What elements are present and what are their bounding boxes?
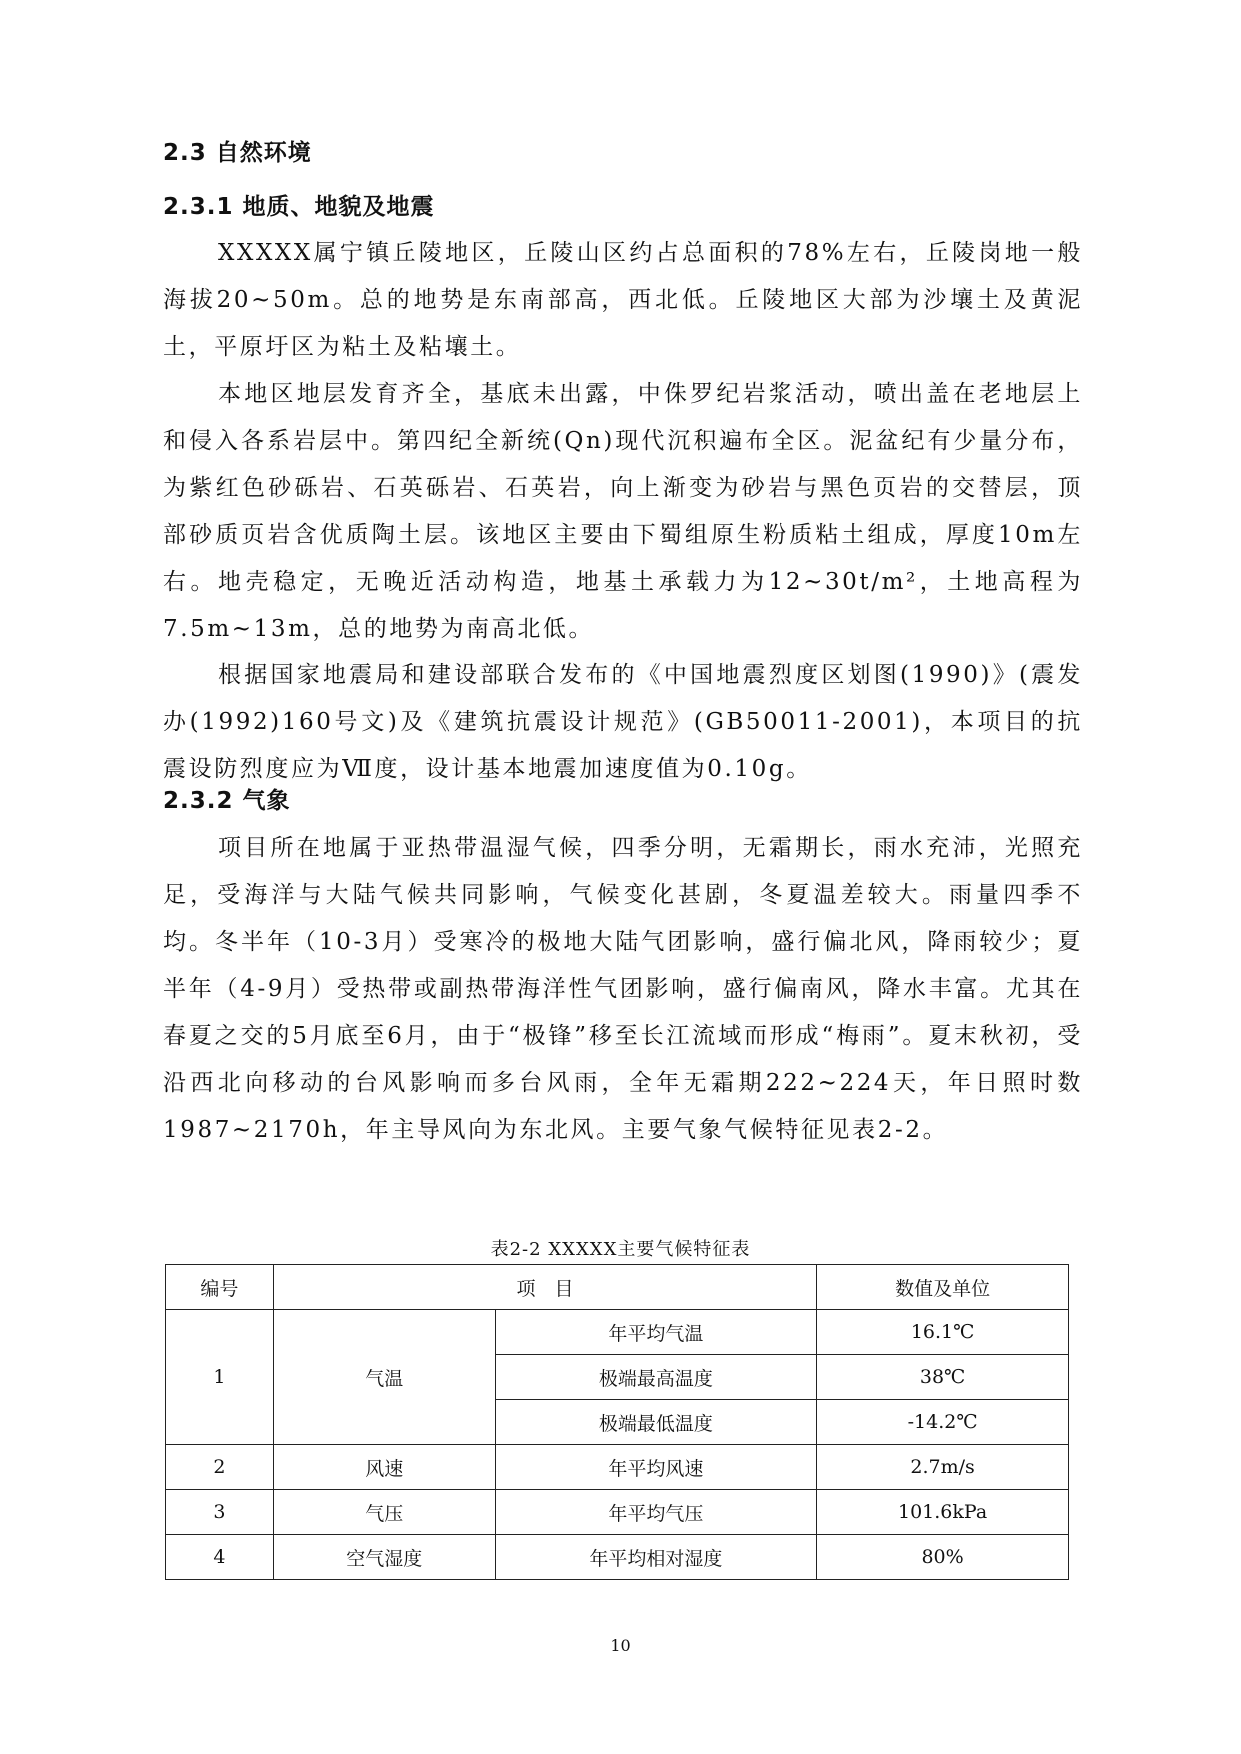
paragraph-climate: 项目所在地属于亚热带温湿气候，四季分明，无霜期长，雨水充沛，光照充足，受海洋与大陆气候共同影响，气候变化甚剧，冬夏温差较大。雨量四季不均。冬半年（10-3月）受寒冷的极地大陆气团影响，盛行偏北风，降雨较少；夏半年（4-9月）受热带或副热带海洋性气团影响，盛行偏南风，降水丰富。尤其在春夏之交的5月底至6月，由于“极锋”移至长江流域而形成“梅雨”。夏末秋初，受沿西北向移动的台风影响而多台风雨，全年无霜期222~224天，年日照时数1987~2170h，年主导风向为东北风。主要气象气候特征见表2-2。 — [163, 835, 1083, 1143]
cell-item: 极端最高温度 — [495, 1355, 817, 1400]
cell-value: 80% — [817, 1535, 1069, 1580]
table-row — [166, 1445, 1069, 1490]
cell-item: 年平均风速 — [495, 1445, 817, 1490]
cell-no: 3 — [166, 1490, 274, 1535]
header-value: 数值及单位 — [817, 1265, 1069, 1310]
cell-no: 4 — [166, 1535, 274, 1580]
page-number: 10 — [610, 1636, 631, 1655]
paragraph-terrain: XXXXX属宁镇丘陵地区，丘陵山区约占总面积的78%左右，丘陵岗地一般海拔20~50m。总的地势是东南部高，西北低。丘陵地区大部为沙壤土及黄泥土，平原圩区为粘土及粘壤土。 — [163, 240, 1083, 360]
table-header-row — [166, 1265, 1069, 1310]
cell-value: 2.7m/s — [817, 1445, 1069, 1490]
cell-item: 年平均相对湿度 — [495, 1535, 817, 1580]
section-heading: 2.3 自然环境 — [163, 140, 312, 166]
cell-no: 1 — [166, 1310, 274, 1445]
cell-item: 年平均气压 — [495, 1490, 817, 1535]
cell-value: -14.2℃ — [817, 1400, 1069, 1445]
paragraph-seismic: 根据国家地震局和建设部联合发布的《中国地震烈度区划图(1990)》(震发办(1992)160号文)及《建筑抗震设计规范》(GB50011-2001)，本项目的抗震设防烈度应为Ⅶ度，设计基本地震加速度值为0.10g。 — [163, 662, 1083, 782]
table-caption: 表2-2 XXXXX主要气候特征表 — [490, 1239, 751, 1260]
header-no: 编号 — [166, 1265, 274, 1310]
climate-table — [165, 1264, 1069, 1580]
cell-category: 气温 — [273, 1310, 495, 1445]
header-item: 项 目 — [273, 1265, 816, 1310]
table-row — [166, 1535, 1069, 1580]
paragraph-strata: 本地区地层发育齐全，基底未出露，中侏罗纪岩浆活动，喷出盖在老地层上和侵入各系岩层中。第四纪全新统(Qn)现代沉积遍布全区。泥盆纪有少量分布，为紫红色砂砾岩、石英砾岩、石英岩，向上渐变为砂岩与黑色页岩的交替层，顶部砂质页岩含优质陶土层。该地区主要由下蜀组原生粉质粘土组成，厚度10m左右。地壳稳定，无晚近活动构造，地基土承载力为12~30t/m²，土地高程为7.5m~13m，总的地势为南高北低。 — [163, 381, 1083, 642]
cell-item: 极端最低温度 — [495, 1400, 817, 1445]
cell-category: 气压 — [273, 1490, 495, 1535]
cell-value: 38℃ — [817, 1355, 1069, 1400]
cell-item: 年平均气温 — [495, 1310, 817, 1355]
subsection-heading-climate: 2.3.2 气象 — [163, 788, 291, 814]
cell-no: 2 — [166, 1445, 274, 1490]
cell-category: 空气湿度 — [273, 1535, 495, 1580]
table-row — [166, 1310, 1069, 1355]
cell-category: 风速 — [273, 1445, 495, 1490]
cell-value: 101.6kPa — [817, 1490, 1069, 1535]
subsection-heading-geology: 2.3.1 地质、地貌及地震 — [163, 194, 435, 220]
cell-value: 16.1℃ — [817, 1310, 1069, 1355]
table-row — [166, 1490, 1069, 1535]
